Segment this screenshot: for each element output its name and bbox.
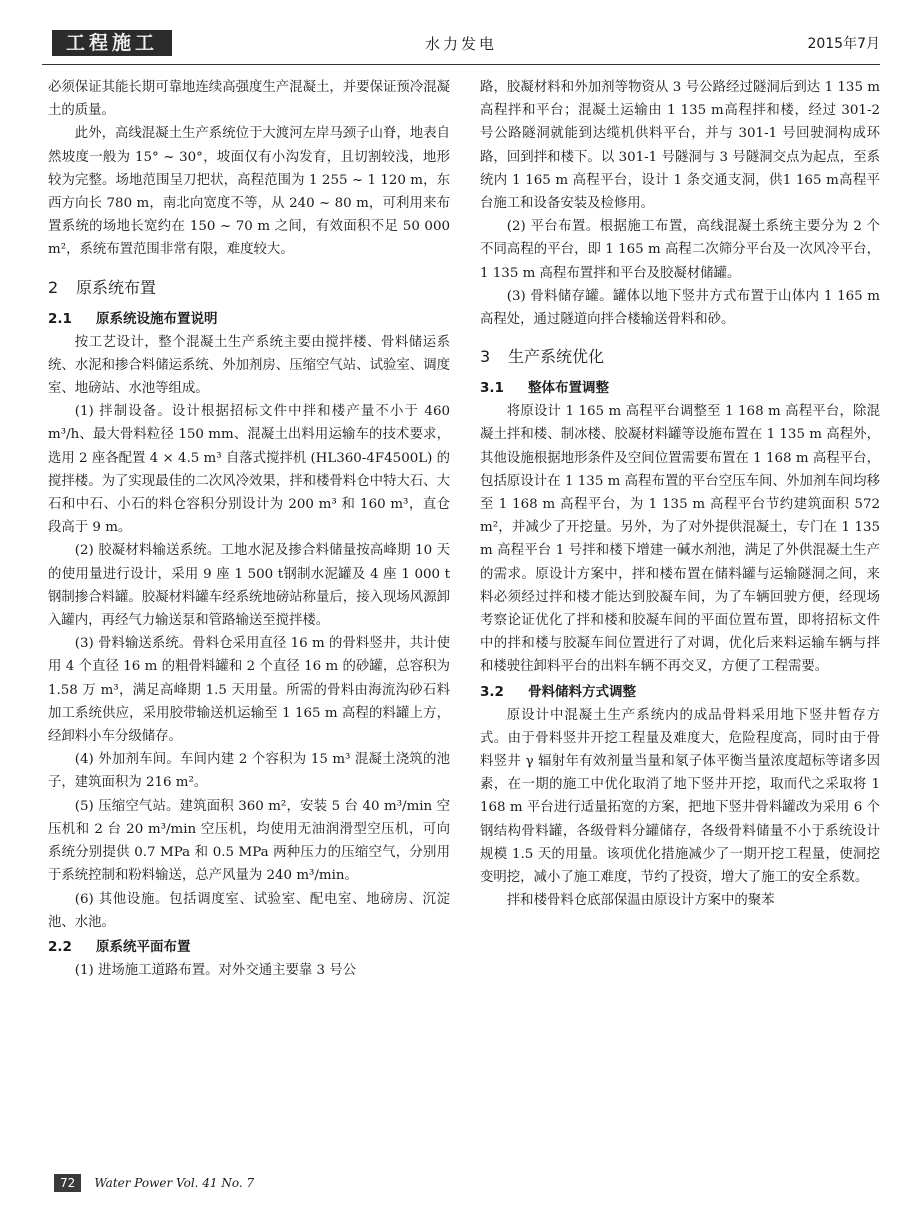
section-number: 2 xyxy=(48,277,59,297)
section-badge: 工程施工 xyxy=(52,30,172,56)
subsection-number: 3.1 xyxy=(480,380,504,397)
paragraph: 原设计中混凝土生产系统内的成品骨料采用地下竖井暂存方式。由于骨料竖井开挖工程量及难度大，危险程度高，同时由于骨料竖井 γ 辐射年有效剂量当量和氡子体平衡当量浓度超标等诸多因素，在一期的施工中优化取消了地下竖井开挖，取而代之采取将 1 168 m 平台进行适量拓宽的方案，把地下竖井骨料罐改为采用 6 个钢结构骨料罐，各级骨料分罐储存，各级骨料储量不小于系统设计规模 1.5 天的用量。该项优化措施减少了一期开挖工程量，使洞挖变明挖，减小了施工难度，节约了投资，增大了施工的安全系数。 xyxy=(480,707,880,886)
section-number: 3 xyxy=(480,347,491,367)
paragraph: (2) 胶凝材料输送系统。工地水泥及掺合料储量按高峰期 10 天的使用量进行设计，采用 9 座 1 500 t钢制水泥罐及 4 座 1 000 t 钢制掺合料罐。胶凝材料罐车经系统地磅站称量后，接入现场风源卸入罐内，再经气力输送泵和管路输送至搅拌楼。 xyxy=(48,543,450,629)
issue-date: 2015年7月 xyxy=(807,36,880,52)
paragraph: 路，胶凝材料和外加剂等物资从 3 号公路经过隧洞后到达 1 135 m 高程拌和平台；混凝土运输由 1 135 m高程拌和楼，经过 301-2 号公路隧洞就能到达缆机供料平台，并与 301-1 号回驶洞构成环路，回到拌和楼下。以 301-1 号隧洞与 3 号隧洞交点为起点，至系统内 1 165 m 高程平台，设计 1 条交通支洞，供1 165 m高程平台施工和设备安装及检修用。 xyxy=(480,80,880,212)
section-heading xyxy=(48,276,450,300)
paragraph: (4) 外加剂车间。车间内建 2 个容积为 15 m³ 混凝土浇筑的池子，建筑面积为 216 m²。 xyxy=(48,752,450,791)
subsection-heading xyxy=(48,936,450,958)
subsection-title: 原系统设施布置说明 xyxy=(96,310,218,327)
paragraph: (1) 进场施工道路布置。对外交通主要靠 3 号公 xyxy=(74,962,357,978)
paragraph: (5) 压缩空气站。建筑面积 360 m²，安装 5 台 40 m³/min 空压机和 2 台 20 m³/min 空压机，均使用无油润滑型空压机，可向系统分别提供 0.7 MPa 和 0.5 MPa 两种压力的压缩空气，分别用于系统控制和粉料输送，总产风量为 240 m³/min。 xyxy=(48,798,450,884)
subsection-title: 整体布置调整 xyxy=(528,380,609,397)
paragraph: 拌和楼骨料仓底部保温由原设计方案中的聚苯 xyxy=(506,893,775,909)
section-title: 原系统布置 xyxy=(76,277,157,297)
subsection-number: 2.1 xyxy=(48,310,72,327)
paragraph: (1) 拌制设备。设计根据招标文件中拌和楼产量不小于 460 m³/h、最大骨料粒径 150 mm、混凝土出料用运输车的技术要求，选用 2 座各配置 4 × 4.5 m³ 自落式搅拌机 (HL360-4F4500L) 的搅拌楼。为了实现最佳的二次风冷效果，拌和楼骨料仓中特大石、大石和中石、小石的料仓容积分别设计为 200 m³ 和 160 m³，直仓段高于 9 m。 xyxy=(48,404,450,536)
section-heading xyxy=(480,345,880,369)
subsection-heading xyxy=(480,681,880,703)
paragraph: (2) 平台布置。根据施工布置，高线混凝土系统主要分为 2 个不同高程的平台，即 1 165 m 高程二次筛分平台及一次风冷平台，1 135 m 高程布置拌和平台及胶凝材储罐。 xyxy=(480,219,880,281)
right-column xyxy=(480,76,880,913)
subsection-number: 3.2 xyxy=(480,683,504,700)
section-title: 生产系统优化 xyxy=(508,347,605,367)
subsection-title: 原系统平面布置 xyxy=(96,938,191,955)
paragraph: 将原设计 1 165 m 高程平台调整至 1 168 m 高程平台，除混凝土拌和楼、制冰楼、胶凝材料罐等设施布置在 1 135 m 高程外，其他设施根据地形条件及空间位置需要布置在 1 168 m 高程平台，包括原设计在 1 135 m 高程布置的平台空压车间、外加剂车间均移至 1 168 m 高程平台，为 1 135 m 高程平台节约建筑面积 572 m²，并减少了开挖量。另外，为了对外提供混凝土，专门在 1 135 m 高程平台 1 号拌和楼下增建一碱水剂池，满足了外供混凝土生产的需求。原设计方案中，拌和楼布置在储料罐与运输隧洞之间，来料必须经过拌和楼才能达到胶凝车间，为了车辆回驶方便，经现场考察论证优化了拌和楼和胶凝车间的平面位置布置，即将招标文件中的拌和楼与胶凝车间位置进行了对调，优化后来料运输车辆与拌和楼驶往卸料平台的出料车辆不再交叉，方便了工程需要。 xyxy=(480,404,880,675)
header-rule xyxy=(42,64,880,65)
paragraph: (3) 骨料输送系统。骨料仓采用直径 16 m 的骨料竖井，共计使用 4 个直径 16 m 的粗骨料罐和 2 个直径 16 m 的砂罐，总容积为 1.58 万 m³，满足高峰期 1.5 天用量。所需的骨料由海流沟砂石料加工系统供应，采用胶带输送机运输至 1 165 m 高程的料罐上方，经卸料小车分级储存。 xyxy=(48,636,450,745)
paragraph: (3) 骨料储存罐。罐体以地下竖井方式布置于山体内 1 165 m 高程处，通过隧道向拌合楼输送骨料和砂。 xyxy=(480,288,880,328)
paragraph: 按工艺设计，整个混凝土生产系统主要由搅拌楼、骨料储运系统、水泥和掺合料储运系统、外加剂房、压缩空气站、试验室、调度室、地磅站、水池等组成。 xyxy=(48,334,450,397)
subsection-heading xyxy=(48,308,450,330)
paragraph: 此外，高线混凝土生产系统位于大渡河左岸马颈子山脊，地表自然坡度一般为 15° ~ 30°，坡面仅有小沟发育，且切割较浅，地形较为完整。场地范围呈刀把状，高程范围为 1 255 ~ 1 120 m，东西方向长 780 m，南北向宽度不等，从 240 ~ 80 m，可利用来布置系统的场地长宽约在 150 ~ 70 m 之间，有效面积不足 50 000 m²，系统布置范围非常有限，难度较大。 xyxy=(48,126,450,258)
paragraph: 必须保证其能长期可靠地连续高强度生产混凝土，并要保证预冷混凝土的质量。 xyxy=(48,80,450,119)
page-header xyxy=(42,30,880,62)
journal-name: 水力发电 xyxy=(424,35,497,53)
page-number: 72 xyxy=(54,1174,81,1192)
paragraph: (6) 其他设施。包括调度室、试验室、配电室、地磅房、沉淀池、水池。 xyxy=(48,891,450,930)
footer-journal: Water Power Vol. 41 No. 7 xyxy=(94,1175,255,1190)
subsection-heading xyxy=(480,377,880,399)
subsection-title: 骨料储料方式调整 xyxy=(528,683,636,700)
subsection-number: 2.2 xyxy=(48,938,72,955)
page-footer xyxy=(54,1172,254,1196)
left-column xyxy=(48,76,450,982)
